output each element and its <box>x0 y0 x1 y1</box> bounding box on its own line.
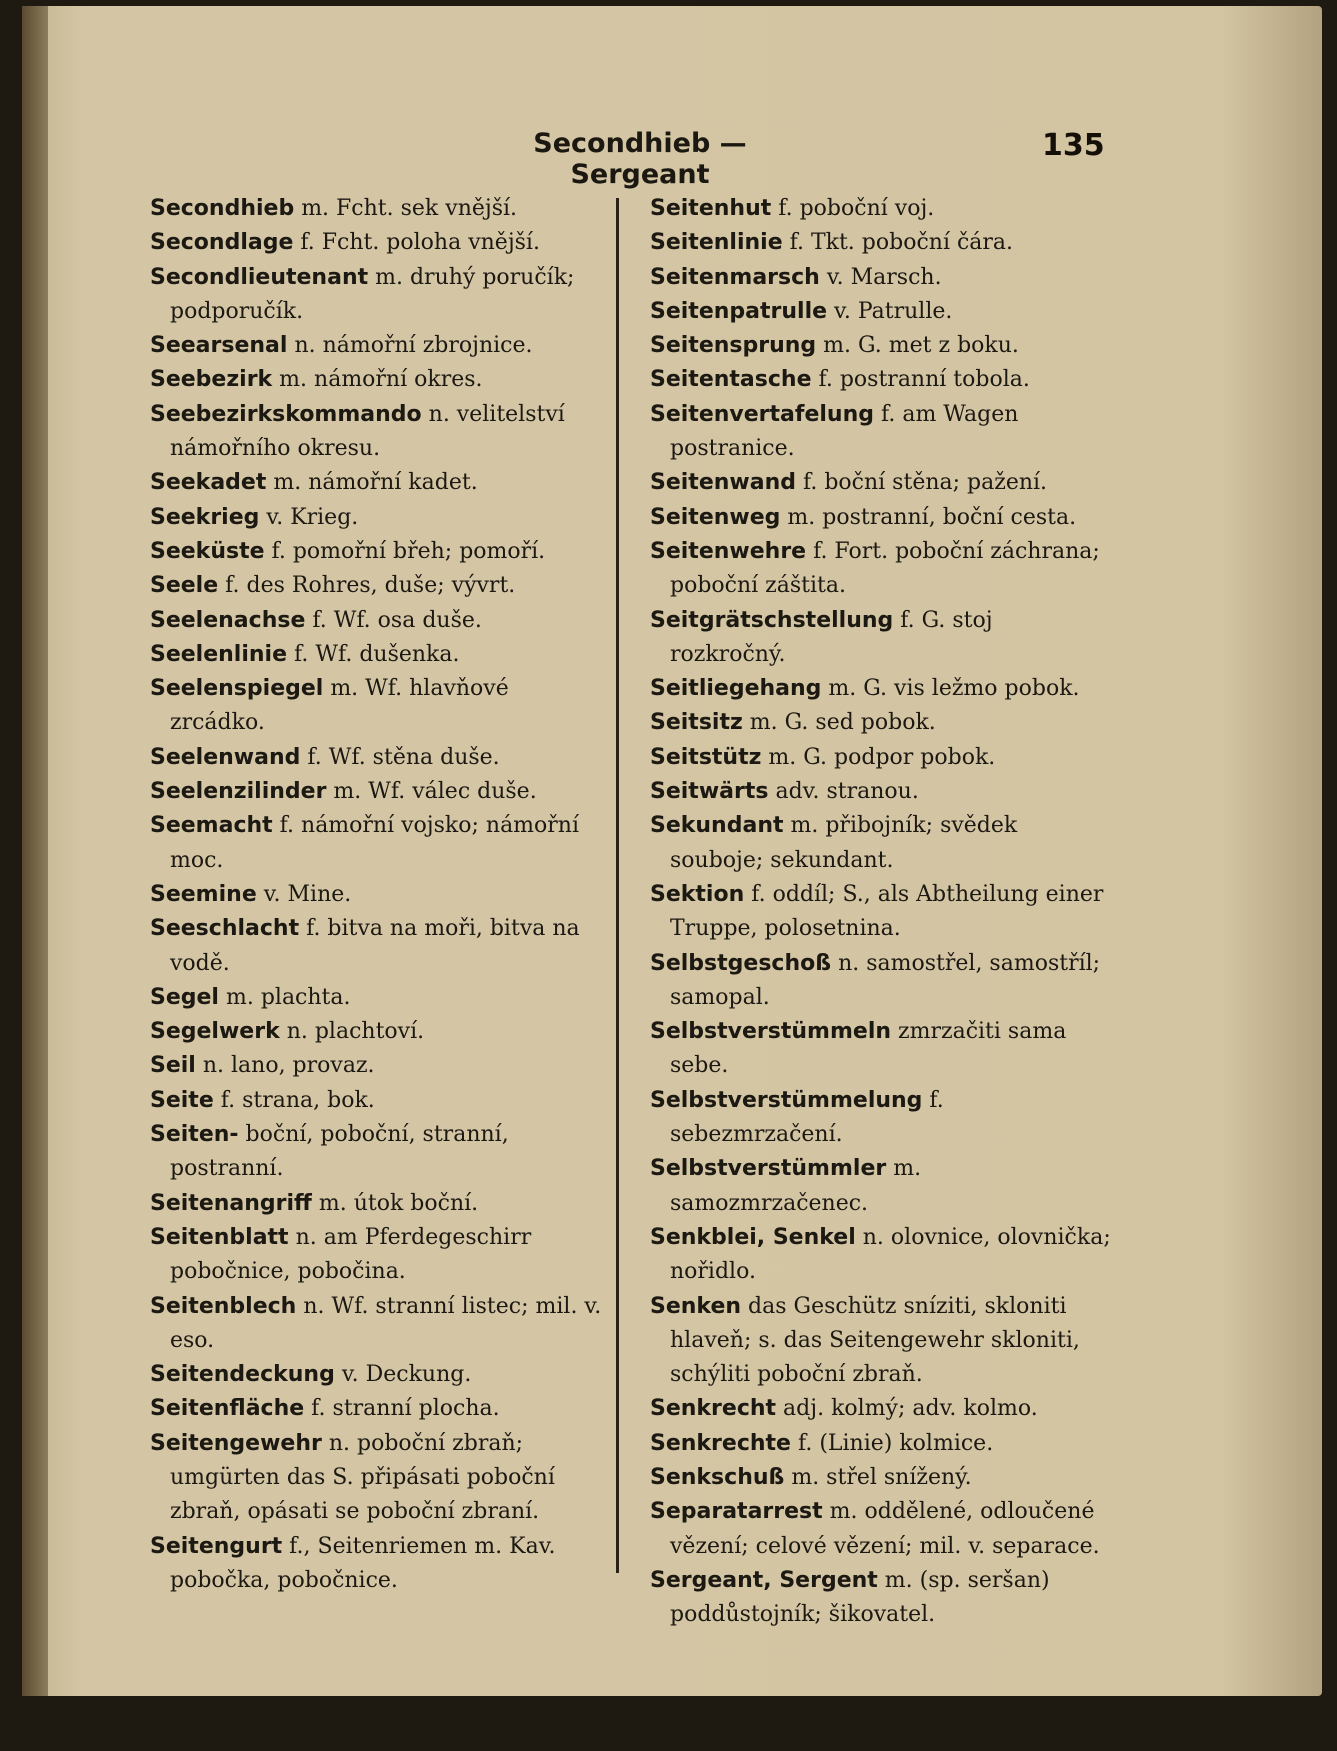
entry-definition: m. námořní okres. <box>272 367 483 393</box>
entry-headword: Seitenhut <box>650 196 772 221</box>
entry-headword: Secondlieutenant <box>150 264 369 290</box>
entry-definition: m. oddělené, odloučené vězení; celové vězení; mil. v. separace. <box>670 1499 1100 1559</box>
entry-definition: n. velitelství námořního okresu. <box>170 401 565 462</box>
entry-headword: Seite <box>150 1087 214 1113</box>
entry-definition: f. (Linie) kolmice. <box>790 1430 994 1456</box>
entry-definition: f. námořní vojsko; námořní moc. <box>170 813 580 873</box>
entry-headword: Seitenvertafelung <box>650 401 874 427</box>
entry-definition: n. plachtoví. <box>279 1019 425 1045</box>
dictionary-entry <box>150 912 610 981</box>
entry-definition: m. útok boční. <box>311 1190 479 1216</box>
entry-headword: Seeschlacht <box>150 916 300 942</box>
dictionary-entry <box>650 1152 1112 1221</box>
dictionary-entry <box>650 1084 1112 1153</box>
entry-definition: m. G. vis ležmo pobok. <box>821 676 1080 702</box>
dictionary-entry <box>650 1221 1112 1290</box>
entry-headword: Seitliegehang <box>650 676 822 702</box>
entry-definition: f. Wf. osa duše. <box>305 607 482 633</box>
dictionary-entry <box>150 672 610 741</box>
dictionary-entry <box>150 363 610 397</box>
entry-headword: Secondlage <box>150 230 294 256</box>
entry-headword: Seitendeckung <box>150 1362 335 1388</box>
dictionary-entry <box>150 1290 610 1359</box>
entry-definition: v. Marsch. <box>819 264 942 290</box>
dictionary-entry <box>150 466 610 500</box>
entry-headword: Seelenzilinder <box>150 779 327 805</box>
entry-definition: f. Tkt. poboční čára. <box>782 230 1014 256</box>
entry-headword: Seitenblech <box>150 1293 297 1319</box>
dictionary-entry <box>150 261 610 330</box>
dictionary-entry <box>650 501 1112 535</box>
entry-headword: Seitenblatt <box>150 1224 289 1250</box>
entry-headword: Seitenwehre <box>650 538 807 564</box>
entry-headword: Seebezirk <box>150 367 273 393</box>
entry-definition: f. pomořní břeh; pomoří. <box>264 538 546 564</box>
dictionary-entry <box>650 1564 1112 1633</box>
entry-headword: Seearsenal <box>150 333 288 359</box>
entry-headword: Seiten- <box>150 1122 239 1148</box>
dictionary-entry <box>650 535 1112 604</box>
entry-headword: Seelenspiegel <box>150 676 324 702</box>
entry-headword: Seele <box>150 573 219 599</box>
entry-headword: Sergeant, Sergent <box>650 1567 878 1593</box>
entry-headword: Seitenangriff <box>150 1190 312 1216</box>
entry-headword: Seelenachse <box>150 607 306 633</box>
entry-headword: Seemine <box>150 881 257 907</box>
entry-headword: Seitentasche <box>650 367 812 393</box>
entry-headword: Seitengurt <box>150 1533 283 1559</box>
dictionary-entry <box>650 1392 1112 1426</box>
dictionary-entry <box>150 535 610 569</box>
dictionary-entry <box>650 741 1112 775</box>
entry-headword: Seitenpatrulle <box>650 298 828 324</box>
entry-definition: v. Mine. <box>256 881 352 907</box>
entry-headword: Seelenlinie <box>150 641 288 667</box>
dictionary-entry <box>150 1084 610 1118</box>
dictionary-entry <box>650 1290 1112 1393</box>
dictionary-entry <box>650 604 1112 673</box>
entry-headword: Selbstverstümmler <box>650 1156 887 1182</box>
entry-headword: Seebezirkskommando <box>150 401 422 427</box>
dictionary-entry <box>150 981 610 1015</box>
dictionary-entry <box>650 226 1112 260</box>
dictionary-entry <box>650 192 1112 226</box>
entry-headword: Seitwärts <box>650 779 769 805</box>
entry-definition: f. Fort. poboční záchrana; poboční záštita. <box>670 538 1100 599</box>
entry-definition: m. postranní, boční cesta. <box>780 504 1077 530</box>
entry-definition: m. Wf. hlavňové zrcádko. <box>170 676 509 736</box>
dictionary-entry <box>150 1358 610 1392</box>
entry-headword: Selbstverstümmelung <box>650 1087 923 1113</box>
dictionary-entry <box>650 1495 1112 1564</box>
entry-definition: adv. stranou. <box>768 779 919 805</box>
dictionary-entry <box>150 1015 610 1049</box>
entry-headword: Seitenwand <box>650 470 796 496</box>
dictionary-entry <box>150 638 610 672</box>
dictionary-entry <box>650 295 1112 329</box>
dictionary-entry <box>150 878 610 912</box>
entry-headword: Sekundant <box>650 813 784 839</box>
dictionary-entry <box>150 1392 610 1426</box>
entry-definition: f. am Wagen postranice. <box>670 401 1019 462</box>
entry-headword: Seelenwand <box>150 744 301 770</box>
dictionary-entry <box>150 809 610 878</box>
dictionary-entry <box>650 1427 1112 1461</box>
dictionary-entry <box>150 1427 610 1530</box>
entry-definition: m. G. podpor pobok. <box>761 744 996 770</box>
entry-headword: Seemacht <box>150 813 273 839</box>
entry-definition: m. druhý poručík; podporučík. <box>170 264 575 324</box>
entry-definition: m. samozmrzačenec. <box>670 1156 922 1216</box>
entry-headword: Selbstverstümmeln <box>650 1019 892 1045</box>
entry-definition: das Geschütz sníziti, skloniti hlaveň; s. das Seitengewehr skloniti, schýliti poboční zbraň. <box>670 1293 1080 1388</box>
dictionary-entry <box>150 329 610 363</box>
entry-definition: f. stranní plocha. <box>304 1396 500 1422</box>
entry-definition: f. Wf. dušenka. <box>287 641 460 667</box>
dictionary-entry <box>650 261 1112 295</box>
column-divider <box>616 198 619 1573</box>
dictionary-entry <box>650 398 1112 467</box>
entry-headword: Seeküste <box>150 538 265 564</box>
entry-headword: Secondhieb <box>150 196 295 221</box>
entry-headword: Seitsitz <box>650 710 743 736</box>
dictionary-entry <box>150 569 610 603</box>
entry-headword: Seitenlinie <box>650 230 783 256</box>
entry-definition: m. plachta. <box>218 984 351 1010</box>
entry-definition: m. G. met z boku. <box>816 333 1019 359</box>
entry-definition: n. Wf. stranní listec; mil. v. eso. <box>170 1293 602 1353</box>
entry-definition: m. námořní kadet. <box>266 470 478 496</box>
entry-definition: v. Patrulle. <box>827 298 953 324</box>
entry-definition: f. G. stoj rozkročný. <box>670 607 993 667</box>
entry-definition: f. des Rohres, duše; vývrt. <box>218 573 516 599</box>
dictionary-entry <box>650 947 1112 1016</box>
dictionary-entry <box>150 1221 610 1290</box>
entry-headword: Selbstgeschoß <box>650 950 832 976</box>
dictionary-entry <box>150 1530 610 1599</box>
entry-headword: Separatarrest <box>650 1499 823 1525</box>
entry-headword: Seekadet <box>150 470 267 496</box>
dictionary-entry <box>650 809 1112 878</box>
dictionary-entry <box>650 706 1112 740</box>
entry-headword: Seitgrätschstellung <box>650 607 894 633</box>
left-column <box>150 192 610 1598</box>
entry-definition: v. Krieg. <box>259 504 359 530</box>
entry-definition: boční, poboční, stranní, postranní. <box>170 1122 509 1182</box>
dictionary-entry <box>650 878 1112 947</box>
dictionary-entry <box>650 329 1112 363</box>
entry-definition: f., Seitenriemen m. Kav. pobočka, pobočnice. <box>170 1533 556 1593</box>
page-number: 135 <box>1042 128 1105 163</box>
entry-definition: m. střel snížený. <box>784 1464 972 1490</box>
entry-definition: zmrzačiti sama sebe. <box>670 1019 1067 1079</box>
entry-headword: Seitstütz <box>650 744 762 770</box>
dictionary-entry <box>150 741 610 775</box>
entry-definition: f. sebezmrzačení. <box>670 1087 944 1148</box>
entry-definition: n. lano, provaz. <box>195 1053 375 1079</box>
dictionary-entry <box>650 466 1112 500</box>
dictionary-entry <box>150 226 610 260</box>
entry-definition: m. (sp. seršan) poddůstojník; šikovatel. <box>670 1567 1050 1628</box>
entry-definition: n. olovnice, olovnička; nořidlo. <box>670 1224 1111 1285</box>
dictionary-entry <box>150 398 610 467</box>
entry-headword: Senken <box>650 1293 742 1319</box>
dictionary-entry <box>650 1461 1112 1495</box>
entry-definition: n. am Pferdegeschirr pobočnice, pobočina. <box>170 1224 532 1285</box>
entry-headword: Senkschuß <box>650 1464 785 1490</box>
entry-definition: m. přibojník; svědek souboje; sekundant. <box>670 813 1018 873</box>
entry-definition: m. G. sed pobok. <box>742 710 936 736</box>
entry-definition: v. Deckung. <box>334 1362 472 1388</box>
entry-definition: f. Wf. stěna duše. <box>300 744 500 770</box>
dictionary-entry <box>650 363 1112 397</box>
entry-definition: f. strana, bok. <box>213 1087 375 1113</box>
entry-definition: f. boční stěna; pažení. <box>796 470 1048 496</box>
entry-headword: Seil <box>150 1053 196 1079</box>
dictionary-entry <box>650 672 1112 706</box>
dictionary-entry <box>650 1015 1112 1084</box>
entry-definition: f. postranní tobola. <box>811 367 1030 393</box>
entry-headword: Seitenfläche <box>150 1396 305 1422</box>
entry-headword: Senkrechte <box>650 1430 791 1456</box>
entry-definition: n. námořní zbrojnice. <box>287 333 533 359</box>
entry-definition: f. oddíl; S., als Abtheilung einer Truppe, polosetnina. <box>670 881 1104 942</box>
dictionary-entry <box>150 1187 610 1221</box>
dictionary-entry <box>650 775 1112 809</box>
dictionary-entry <box>150 604 610 638</box>
entry-headword: Seitenmarsch <box>650 264 820 290</box>
entry-definition: m. Fcht. sek vnější. <box>294 196 518 221</box>
dictionary-entry <box>150 775 610 809</box>
entry-definition: adj. kolmý; adv. kolmo. <box>776 1396 1038 1422</box>
entry-headword: Segelwerk <box>150 1019 280 1045</box>
dictionary-entry <box>150 1118 610 1187</box>
entry-definition: n. samostřel, samostříl; samopal. <box>670 950 1101 1010</box>
entry-headword: Seitenweg <box>650 504 781 530</box>
entry-definition: f. Fcht. poloha vnější. <box>293 230 540 256</box>
entry-headword: Seitengewehr <box>150 1430 322 1456</box>
entry-definition: n. poboční zbraň; umgürten das S. připásati poboční zbraň, opásati se poboční zbraní. <box>170 1430 555 1525</box>
entry-headword: Sektion <box>650 881 745 907</box>
entry-headword: Seekrieg <box>150 504 260 530</box>
right-column <box>650 192 1112 1632</box>
dictionary-entry <box>150 1049 610 1083</box>
entry-headword: Segel <box>150 984 219 1010</box>
entry-headword: Seitensprung <box>650 333 817 359</box>
dictionary-entry <box>150 501 610 535</box>
entry-headword: Senkrecht <box>650 1396 777 1422</box>
entry-definition: f. bitva na moři, bitva na vodě. <box>170 916 580 976</box>
entry-definition: f. poboční voj. <box>771 196 935 221</box>
entry-definition: m. Wf. válec duše. <box>326 779 537 805</box>
dictionary-entry <box>150 192 610 226</box>
running-title: Secondhieb — Sergeant <box>533 128 747 190</box>
page-spine-shadow <box>22 6 48 1696</box>
entry-headword: Senkblei, Senkel <box>650 1224 856 1250</box>
